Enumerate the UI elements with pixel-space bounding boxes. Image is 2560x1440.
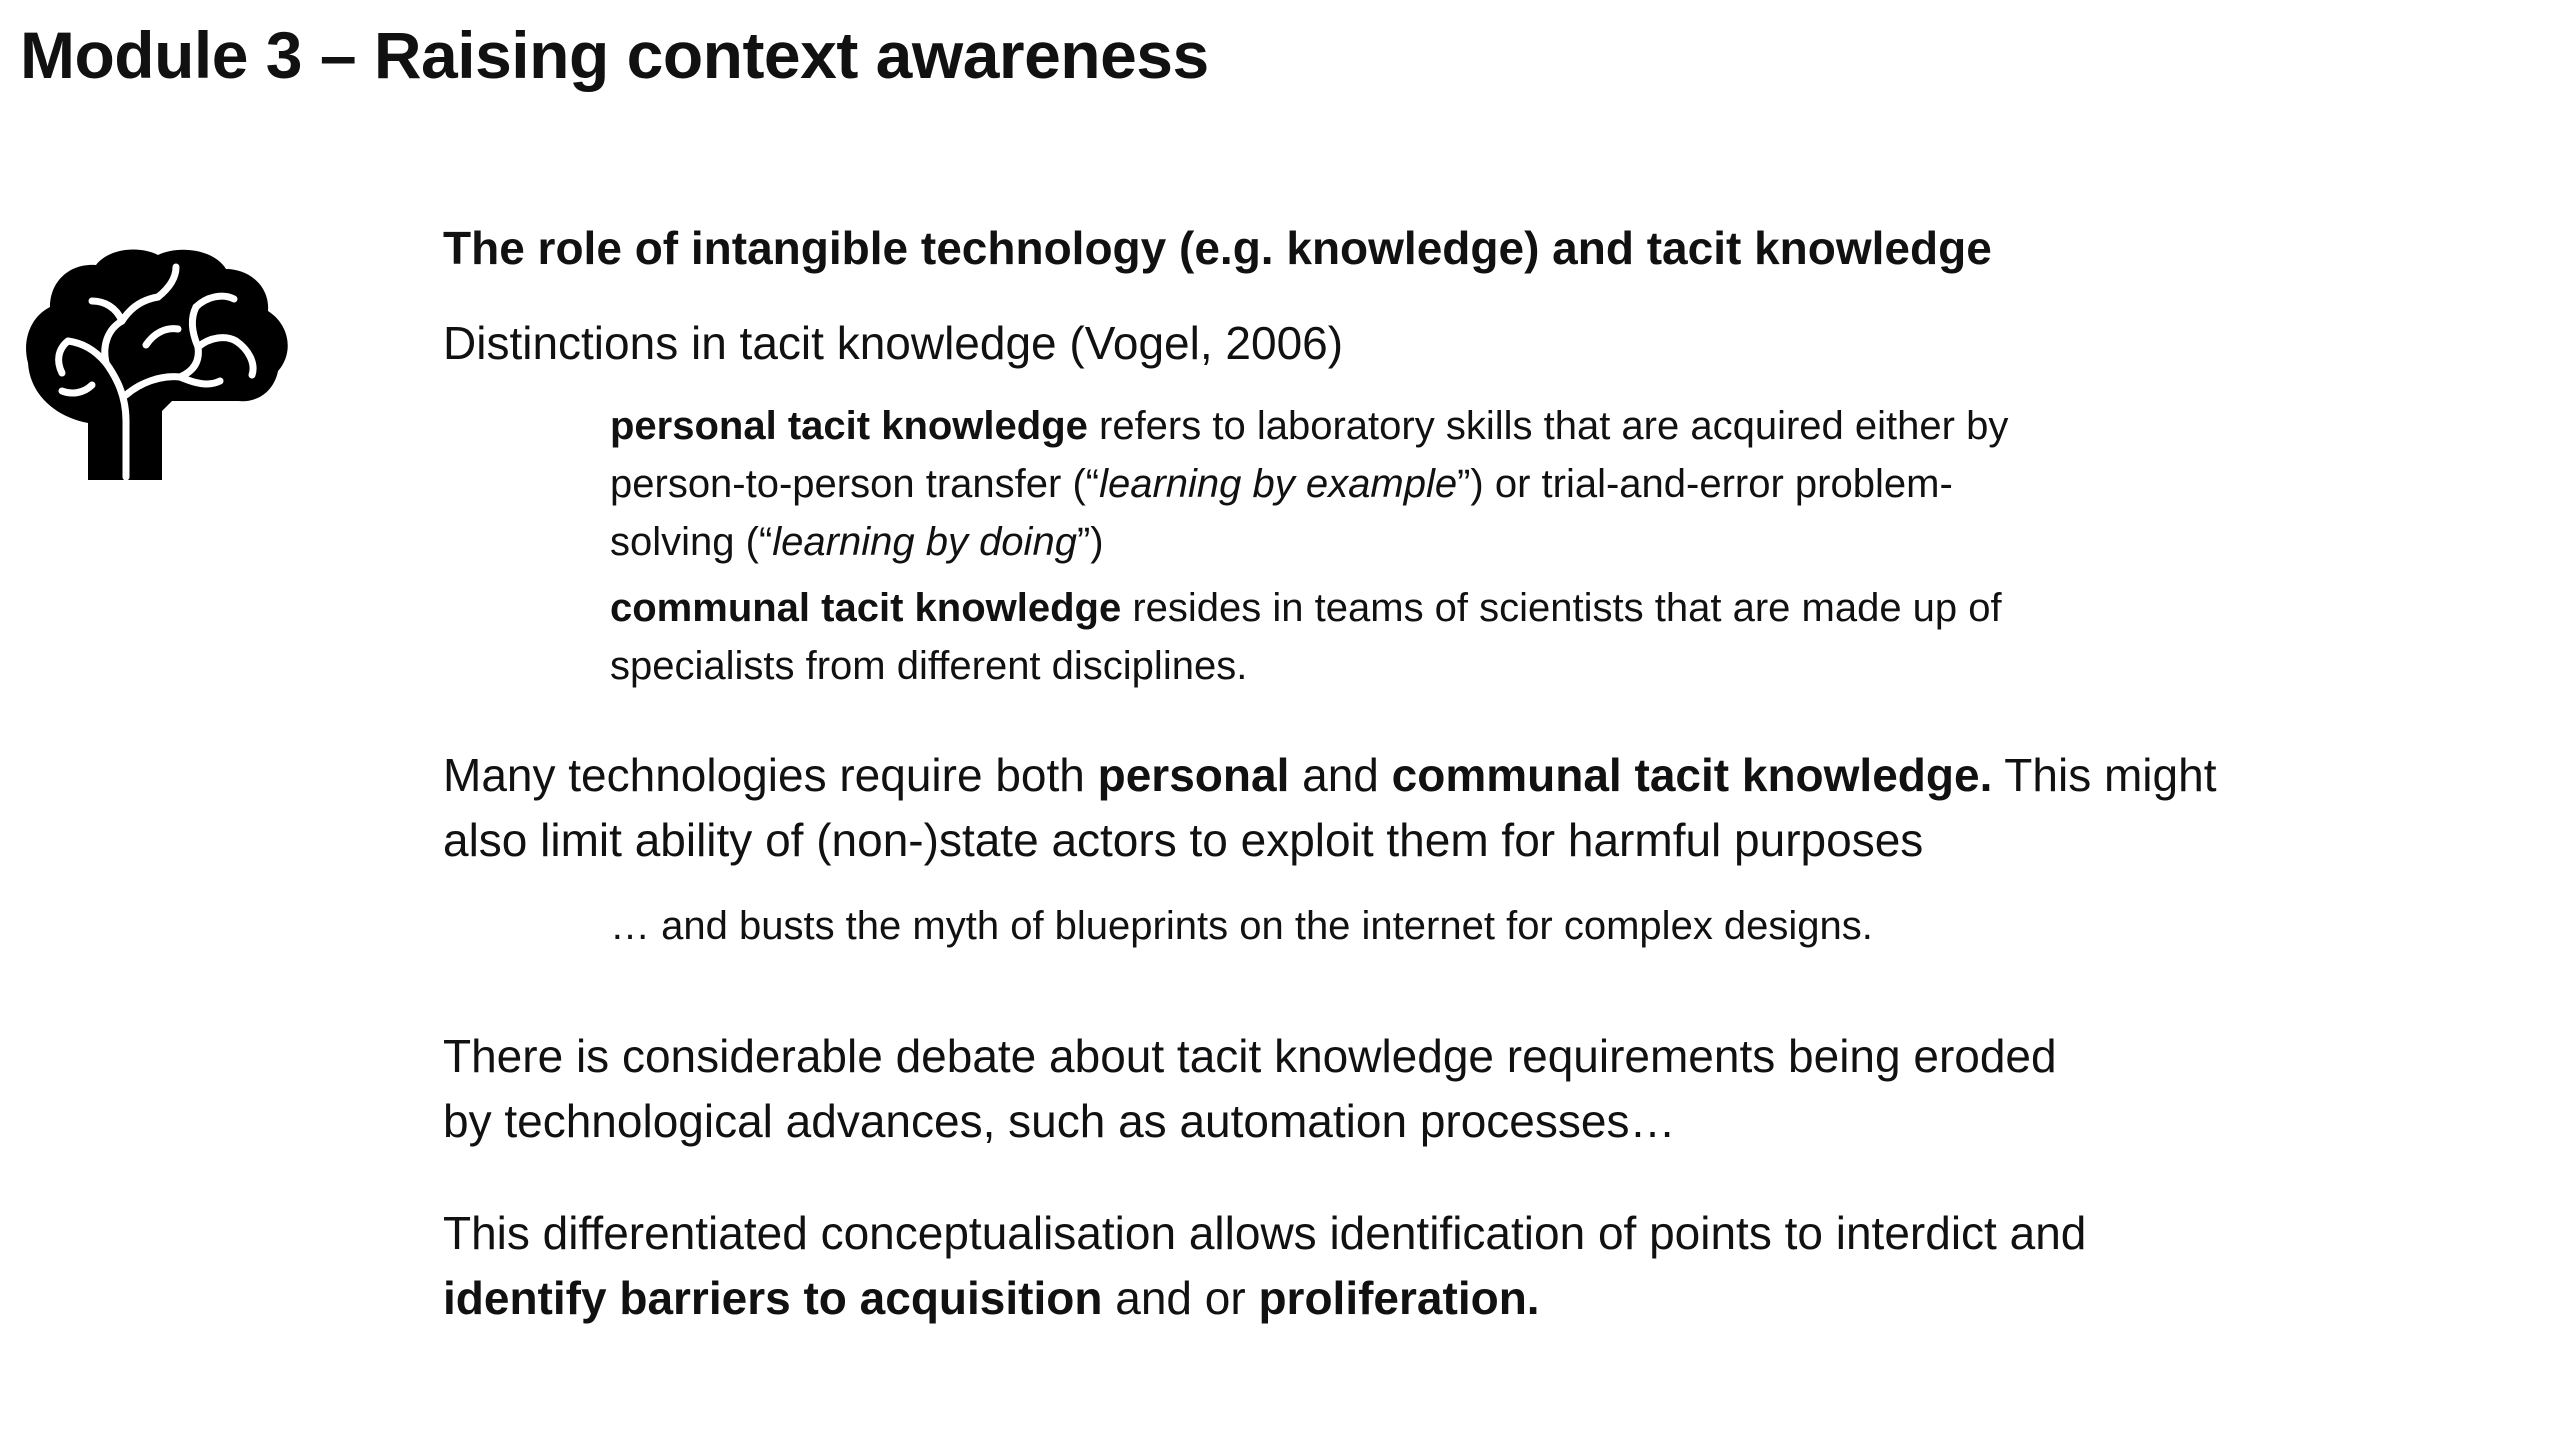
debate-paragraph bbox=[443, 1024, 2057, 1154]
many-line-2: also limit ability of (non-)state actors to exploit them for harmful purposes bbox=[443, 814, 1924, 866]
blueprint-myth-line: … and busts the myth of blueprints on the internet for complex designs. bbox=[610, 904, 1873, 948]
communal-line-2: specialists from different disciplines. bbox=[610, 644, 1248, 688]
proliferation: proliferation. bbox=[1258, 1272, 1540, 1324]
many-communal: communal tacit knowledge. bbox=[1391, 749, 1993, 801]
many-technologies-paragraph bbox=[443, 743, 2216, 873]
learning-by-doing: learning by doing bbox=[772, 520, 1077, 564]
diff-mid: and or bbox=[1102, 1272, 1259, 1324]
personal-line-1 bbox=[610, 397, 2008, 455]
many-personal: personal bbox=[1097, 749, 1290, 801]
personal-term: personal tacit knowledge bbox=[610, 404, 1088, 448]
section-heading: The role of intangible technology (e.g. knowledge) and tacit knowledge bbox=[443, 222, 1992, 274]
conceptualisation-paragraph bbox=[443, 1201, 2086, 1331]
communal-line-1 bbox=[610, 579, 2002, 637]
personal-line-2 bbox=[610, 455, 2008, 513]
diff-line-1: This differentiated conceptualisation allows identification of points to interdict and bbox=[443, 1207, 2087, 1259]
many-c: and bbox=[1289, 749, 1392, 801]
personal-line-3 bbox=[610, 513, 2008, 571]
personal-tacit-paragraph bbox=[610, 397, 2008, 571]
learning-by-example: learning by example bbox=[1099, 462, 1458, 506]
debate-line-2: by technological advances, such as automation processes… bbox=[443, 1095, 1676, 1147]
many-line-1 bbox=[443, 743, 2216, 808]
communal-line-1-rest: resides in teams of scientists that are made up of bbox=[1121, 586, 2002, 630]
slide-title: Module 3 – Raising context awareness bbox=[20, 18, 1209, 92]
personal-line-1-rest: refers to laboratory skills that are acquired either by bbox=[1087, 404, 2009, 448]
personal-line-2-b: ”) or trial-and-error problem- bbox=[1457, 462, 1953, 506]
personal-line-3-a: solving (“ bbox=[610, 520, 773, 564]
many-a: Many technologies require both bbox=[443, 749, 1098, 801]
many-e: This might bbox=[1992, 749, 2217, 801]
communal-term: communal tacit knowledge bbox=[610, 586, 1122, 630]
brain-icon bbox=[22, 245, 292, 480]
communal-tacit-paragraph bbox=[610, 579, 2002, 695]
debate-line-1: There is considerable debate about tacit knowledge requirements being eroded bbox=[443, 1030, 2057, 1082]
personal-line-3-b: ”) bbox=[1076, 520, 1104, 564]
distinctions-line: Distinctions in tacit knowledge (Vogel, 2006) bbox=[443, 317, 1344, 369]
identify-barriers: identify barriers to acquisition bbox=[443, 1272, 1103, 1324]
diff-line-2 bbox=[443, 1266, 2086, 1331]
personal-line-2-a: person-to-person transfer (“ bbox=[610, 462, 1100, 506]
